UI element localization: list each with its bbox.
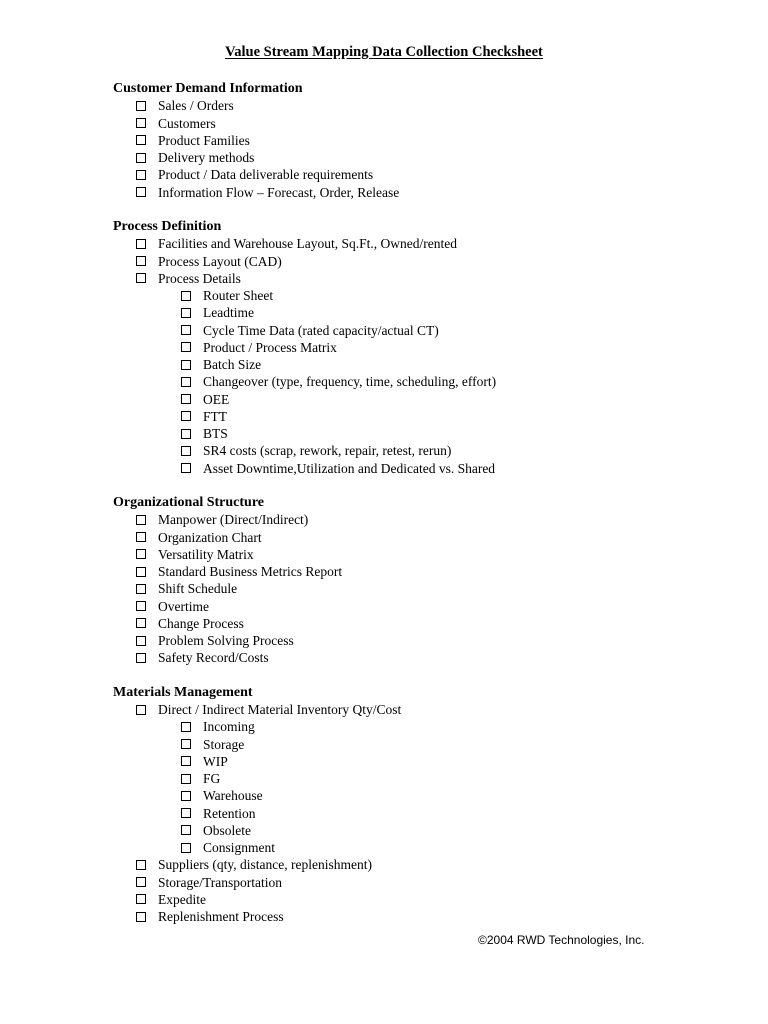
checkbox-icon[interactable] — [136, 653, 146, 663]
checklist-item-label: Batch Size — [203, 357, 262, 372]
checklist-item-label: SR4 costs (scrap, rework, repair, retest, rerun) — [203, 443, 452, 459]
checkbox-icon[interactable] — [181, 463, 191, 473]
checklist-item-label: Standard Business Metrics Report — [158, 564, 343, 579]
checklist-item — [113, 856, 733, 873]
sub-checklist-item — [113, 425, 733, 442]
checklist-item — [113, 184, 733, 201]
checklist-item-label: Delivery methods — [158, 150, 255, 165]
checklist-item-label: WIP — [203, 753, 228, 769]
checklist-item-label: Product / Data deliverable requirements — [158, 167, 374, 183]
sub-checklist-item — [113, 736, 733, 753]
checklist-item-label: Safety Record/Costs — [158, 650, 269, 666]
checklist-item-label: Change Process — [158, 615, 244, 631]
checkbox-icon[interactable] — [136, 601, 146, 611]
checklist-item-label: OEE — [203, 391, 230, 407]
checkbox-icon[interactable] — [136, 912, 146, 922]
checklist-item — [113, 632, 733, 649]
checklist-item — [113, 580, 733, 597]
checklist-item-label: Asset Downtime,Utilization and Dedicated vs. Shared — [203, 460, 496, 476]
sub-checklist-item — [113, 322, 733, 339]
checklist-item — [113, 701, 733, 718]
sub-checklist-item — [113, 391, 733, 408]
checklist-item-label: Problem Solving Process — [158, 633, 294, 648]
section — [113, 80, 733, 201]
sub-checklist-item — [113, 339, 733, 356]
sub-checklist-item — [113, 287, 733, 304]
checkbox-icon[interactable] — [181, 429, 191, 439]
checkbox-icon[interactable] — [136, 239, 146, 249]
checklist-item — [113, 874, 733, 891]
checklist-item — [113, 529, 733, 546]
checkbox-icon[interactable] — [181, 791, 191, 801]
checklist-item-label: Incoming — [203, 719, 255, 735]
checklist-item-label: Leadtime — [203, 305, 254, 321]
checklist-item — [113, 166, 733, 183]
checkbox-icon[interactable] — [181, 774, 191, 784]
checklist-item — [113, 149, 733, 166]
sub-checklist-item — [113, 753, 733, 770]
checkbox-icon[interactable] — [181, 446, 191, 456]
checkbox-icon[interactable] — [136, 636, 146, 646]
checklist-item-label: FG — [203, 771, 221, 786]
checklist-item-label: Product / Process Matrix — [203, 339, 337, 355]
checkbox-icon[interactable] — [181, 342, 191, 352]
checklist-item-label: Suppliers (qty, distance, replenishment) — [158, 857, 372, 873]
checklist-item-label: Direct / Indirect Material Inventory Qty/Cost — [158, 702, 402, 717]
checkbox-icon[interactable] — [181, 756, 191, 766]
checkbox-icon[interactable] — [136, 894, 146, 904]
checkbox-icon[interactable] — [136, 101, 146, 111]
checklist-item-label: Organization Chart — [158, 529, 262, 545]
checklist-item-label: Replenishment Process — [158, 909, 284, 924]
checkbox-icon[interactable] — [136, 584, 146, 594]
checklist-item-label: Expedite — [158, 891, 206, 907]
checkbox-icon[interactable] — [136, 567, 146, 577]
checklist-item — [113, 546, 733, 563]
sub-checklist-item — [113, 787, 733, 804]
checklist-item-label: Process Layout (CAD) — [158, 253, 282, 269]
checkbox-icon[interactable] — [181, 308, 191, 318]
checkbox-icon[interactable] — [136, 256, 146, 266]
checkbox-icon[interactable] — [136, 860, 146, 870]
checkbox-icon[interactable] — [136, 549, 146, 559]
checklist-item — [113, 649, 733, 666]
document-title: Value Stream Mapping Data Collection Checksheet — [225, 44, 543, 60]
checklist-item — [113, 270, 733, 287]
checkbox-icon[interactable] — [136, 153, 146, 163]
sub-checklist-item — [113, 460, 733, 477]
checklist-item-label: Customers — [158, 115, 216, 131]
sub-checklist-item — [113, 442, 733, 459]
sub-checklist-item — [113, 805, 733, 822]
checkbox-icon[interactable] — [181, 843, 191, 853]
section — [113, 218, 733, 477]
checklist-item-label: Overtime — [158, 598, 209, 614]
checklist-item — [113, 511, 733, 528]
checkbox-icon[interactable] — [136, 705, 146, 715]
sub-checklist-item — [113, 304, 733, 321]
checklist-item-label: Facilities and Warehouse Layout, Sq.Ft., Owned/rented — [158, 236, 457, 252]
checkbox-icon[interactable] — [181, 808, 191, 818]
checklist-item-label: Storage/Transportation — [158, 874, 282, 890]
checksheet-body — [113, 80, 733, 943]
sub-checklist-item — [113, 356, 733, 373]
checkbox-icon[interactable] — [181, 291, 191, 301]
checkbox-icon[interactable] — [136, 618, 146, 628]
checkbox-icon[interactable] — [136, 187, 146, 197]
checklist-item — [113, 615, 733, 632]
checkbox-icon[interactable] — [181, 739, 191, 749]
checkbox-icon[interactable] — [181, 377, 191, 387]
section-heading: Organizational Structure — [113, 495, 265, 510]
checklist-item-label: FTT — [203, 408, 228, 424]
checkbox-icon[interactable] — [181, 394, 191, 404]
section — [113, 494, 733, 667]
section-heading: Materials Management — [113, 684, 253, 700]
checkbox-icon[interactable] — [181, 411, 191, 421]
checklist-item-label: Router Sheet — [203, 288, 274, 303]
checklist-item-label: Information Flow – Forecast, Order, Release — [158, 184, 400, 200]
checkbox-icon[interactable] — [136, 273, 146, 283]
checklist-item-label: Obsolete — [203, 822, 251, 838]
checklist-item — [113, 235, 733, 252]
checklist-item — [113, 598, 733, 615]
sub-checklist-item — [113, 770, 733, 787]
checklist-item — [113, 132, 733, 149]
sub-checklist-item — [113, 718, 733, 735]
checkbox-icon[interactable] — [136, 515, 146, 525]
checklist-item-label: Cycle Time Data (rated capacity/actual CT) — [203, 322, 439, 338]
checklist-item-label: Shift Schedule — [158, 581, 238, 597]
checklist-item-label: Storage — [203, 736, 245, 752]
checklist-item — [113, 563, 733, 580]
checklist-item-label: Versatility Matrix — [158, 546, 254, 562]
checkbox-icon[interactable] — [136, 118, 146, 128]
checkbox-icon[interactable] — [136, 532, 146, 542]
section — [113, 684, 733, 926]
checklist-item-label: Process Details — [158, 270, 241, 286]
checklist-item-label: Consignment — [203, 840, 276, 855]
checklist-item — [113, 908, 733, 925]
checklist-item — [113, 253, 733, 270]
sub-checklist-item — [113, 822, 733, 839]
sub-checklist-item — [113, 839, 733, 856]
checklist-item-label: Changeover (type, frequency, time, scheduling, effort) — [203, 374, 497, 390]
checklist-item — [113, 97, 733, 114]
checklist-item — [113, 115, 733, 132]
checkbox-icon[interactable] — [136, 877, 146, 887]
sub-checklist-item — [113, 373, 733, 390]
checklist-item — [113, 891, 733, 908]
sub-checklist-item — [113, 408, 733, 425]
checkbox-icon[interactable] — [181, 325, 191, 335]
checklist-item-label: Warehouse — [203, 788, 263, 804]
checklist-item-label: Retention — [203, 805, 256, 821]
checklist-item-label: BTS — [203, 426, 228, 441]
checkbox-icon[interactable] — [136, 135, 146, 145]
checklist-item-label: Sales / Orders — [158, 98, 234, 114]
section-heading: Process Definition — [113, 219, 222, 234]
checkbox-icon[interactable] — [181, 825, 191, 835]
checkbox-icon[interactable] — [181, 360, 191, 370]
checkbox-icon[interactable] — [181, 722, 191, 732]
checkbox-icon[interactable] — [136, 170, 146, 180]
checklist-item-label: Product Families — [158, 132, 250, 148]
copyright-footer: ©2004 RWD Technologies, Inc. — [478, 933, 645, 947]
checklist-item-label: Manpower (Direct/Indirect) — [158, 512, 309, 528]
section-heading: Customer Demand Information — [113, 81, 303, 96]
